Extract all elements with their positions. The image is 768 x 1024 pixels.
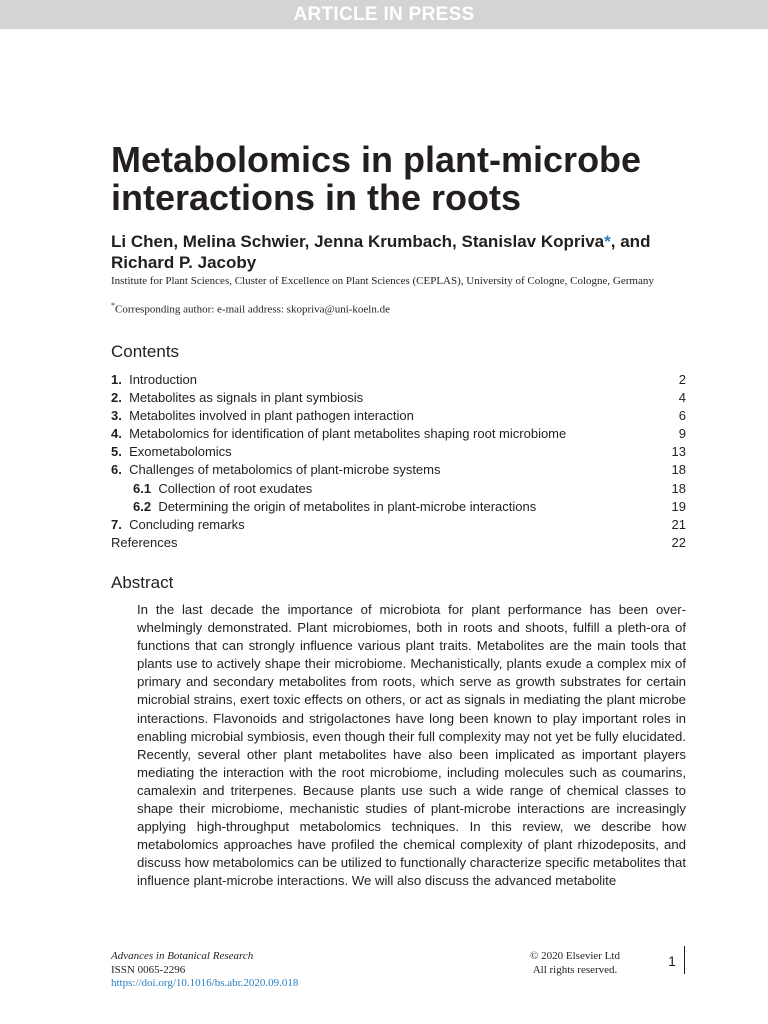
abstract-text: In the last decade the importance of microbiota for plant performance has been over-whelmingly demonstrated. Plant microbiomes, both in roots and shoots, fulfill a pleth-ora of functions that can strongly influence various plant traits. Metabolites are the main tools that plants use to actively shape their microbiome. Mechanistically, plants exude a complex mix of primary and secondary metabolites from roots, which serve as growth substrates for certain microbial strains, exert toxic effects on others, or act as signals in mediating the plant microbe interactions. Flavonoids and strigolactones have long been known to play important roles in enabling microbial symbiosis, even though their full complexity may not yet be fully elucidated. Recently, several other plant metabolites have also been implicated as important players mediating the interaction with the root microbiome, including molecules such as coumarins, camalexin and triterpenes. Because plants use such a wide range of chemical classes to shape their microbiome, mechanistic studies of plant-microbe interactions are increasingly applying high-throughput metabolomics techniques. In this review, we describe how metabolomics approaches have profiled the chemical complexity of plant rhizodeposits, and discuss how metabolomics can be utilized to functionally characterize specific metabolites that influence plant-microbe interactions. We will also discuss the advanced metabolite [137, 602, 687, 889]
issn: ISSN 0065-2296 [111, 963, 186, 976]
toc-label: Introduction [129, 372, 198, 387]
corresponding-text: Corresponding author: e-mail address: skopriva@uni-koeln.de [115, 303, 390, 316]
toc-page: 21 [671, 516, 686, 532]
toc-item-concluding-remarks[interactable] [111, 516, 686, 534]
toc-item-challenges[interactable] [111, 461, 686, 479]
toc-label: Exometabolomics [129, 444, 232, 460]
toc-page: 22 [671, 534, 686, 550]
toc-page: 19 [671, 498, 686, 514]
toc-item-exometabolomics[interactable] [111, 443, 686, 461]
toc-page: 18 [671, 462, 686, 478]
toc-item-signals-symbiosis[interactable] [111, 389, 686, 407]
toc-label: Metabolites as signals in plant symbiosis [129, 390, 364, 406]
corresponding-author-note [111, 300, 671, 316]
toc-item-pathogen-interaction[interactable] [111, 407, 686, 425]
toc-page: 9 [678, 426, 686, 442]
table-of-contents [111, 371, 686, 552]
toc-number: 5. [111, 444, 122, 460]
toc-number: 3. [111, 408, 122, 424]
corresponding-mark: * [111, 301, 115, 310]
toc-label: Challenges of metabolomics of plant-microbe systems [129, 462, 441, 478]
toc-number: 6.1 [133, 480, 152, 496]
page-number-rule [684, 946, 685, 974]
toc-item-references[interactable] [111, 534, 686, 552]
article-title: Metabolomics in plant-microbe interactions in the roots [111, 139, 642, 218]
toc-number: 4. [111, 426, 122, 442]
toc-label: References [111, 534, 178, 550]
toc-label: Metabolites involved in plant pathogen interaction [129, 408, 414, 424]
toc-number: 6. [111, 462, 122, 478]
rights: All rights reserved. [532, 963, 618, 976]
copyright: © 2020 Elsevier Ltd [530, 950, 620, 962]
toc-item-metabolite-origin[interactable] [111, 498, 686, 516]
toc-page: 18 [671, 480, 686, 496]
toc-page: 4 [678, 390, 686, 406]
abstract-heading: Abstract [111, 573, 174, 592]
toc-label: Concluding remarks [129, 516, 245, 532]
corresponding-author-link[interactable]: * [604, 232, 611, 251]
toc-number: 1. [111, 372, 122, 387]
author-list [111, 231, 711, 273]
toc-page: 6 [678, 408, 686, 424]
doi-link[interactable]: https://doi.org/10.1016/bs.abr.2020.09.018 [111, 977, 299, 989]
toc-page: 2 [678, 372, 686, 387]
toc-number: 2. [111, 390, 122, 406]
toc-label: Collection of root exudates [158, 480, 313, 496]
journal-info [111, 950, 298, 991]
article-in-press-banner: ARTICLE IN PRESS [0, 0, 768, 29]
contents-heading: Contents [111, 342, 180, 361]
journal-name: Advances in Botanical Research [111, 950, 254, 962]
authors-after: , and Richard P. Jacoby [111, 232, 651, 272]
toc-number: 7. [111, 516, 122, 532]
affiliation: Institute for Plant Sciences, Cluster of Excellence on Plant Sciences (CEPLAS), University of Cologne, Cologne, Germany [111, 275, 654, 287]
copyright-info [495, 950, 655, 977]
toc-item-introduction[interactable] [111, 371, 686, 389]
toc-page: 13 [671, 444, 686, 460]
toc-label: Metabolomics for identification of plant metabolites shaping root microbiome [129, 426, 567, 442]
toc-item-root-exudates[interactable] [111, 480, 686, 498]
toc-label: Determining the origin of metabolites in plant-microbe interactions [158, 498, 537, 514]
authors-before: Li Chen, Melina Schwier, Jenna Krumbach, Stanislav Kopriva [111, 232, 605, 251]
toc-item-metabolomics-identification[interactable] [111, 425, 686, 443]
page-number: 1 [668, 953, 676, 969]
toc-number: 6.2 [133, 498, 152, 514]
